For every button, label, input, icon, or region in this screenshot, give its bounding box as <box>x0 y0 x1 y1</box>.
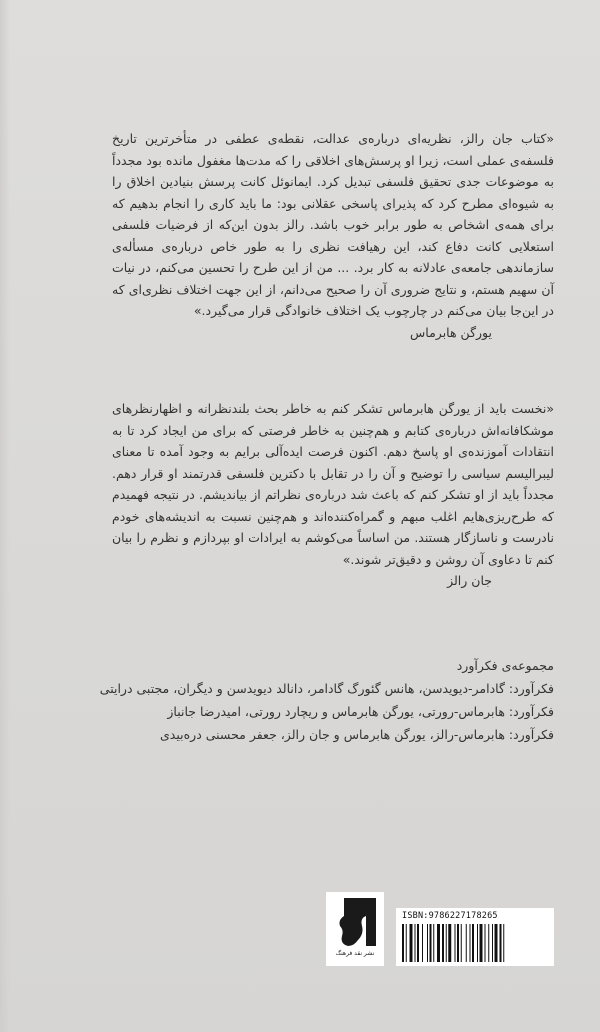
series-item-2: فکرآورد: هابرماس-رورتی، یورگن هابرماس و ریچارد رورتی، امیدرضا جانباز <box>167 704 554 719</box>
habermas-quote-author: یورگن هابرماس <box>410 324 492 340</box>
habermas-quote-text: «کتاب جان رالز، نظریه‌ای درباره‌ی عدالت، نقطه‌ی عطفی در متأخرترین تاریخ فلسفه‌ی عملی است، زیرا او پرسش‌های اخلاقی را که مدت‌ها مغفول مانده بود مجدداً به موضوعات جدی تحقیق فلسفی تبدیل کرد. ایمانوئل کانت پرسش بنیادین اخلاق را به شیوه‌ای مطرح کرد که پذیرای پاسخی عقلانی بود: ما باید کاری را انجام بدهیم که برای همه‌ی اشخاص به طور برابر خوب باشد. رالز بدون این‌که از فرضیات فلسفی استعلایی کانت دفاع کند، این رهیافت نظری را به طور خاص درباره‌ی مسأله‌ی سازماندهی جامعه‌ی عادلانه به کار برد. ... من از این طرح را تحسین می‌کنم، در نیات آن سهیم هستم، و نتایج ضروری آن را صحیح می‌دانم، از این جهت اختلاف نظری‌ای که در این‌جا بیان می‌کنم در چارچوب یک اختلاف خانوادگی قرار می‌گیرد.» <box>112 131 554 318</box>
barcode-bars <box>402 924 548 962</box>
series-item-3: فکرآورد: هابرماس-رالز، یورگن هابرماس و جان رالز، جعفر محسنی دره‌بیدی <box>160 727 554 742</box>
barcode <box>396 908 554 966</box>
isbn-label: ISBN:9786227178265 <box>402 911 498 921</box>
rawls-quote-text: «نخست باید از یورگن هابرماس تشکر کنم به خاطر بحث بلندنظرانه و اظهارنظرهای موشکافانه‌اش درباره‌ی کتابم و هم‌چنین به خاطر فرصتی که برای من ایجاد کرد تا به انتقادات آموزنده‌ی او پاسخ دهم. اکنون فرصت ایده‌آلی برایم به وجود آمده تا معنای لیبرالیسم سیاسی را توضیح و آن را در تقابل با دکترین فلسفی قدرتمند او قرار دهم. مجدداً باید از او تشکر کنم که باعث شد درباره‌ی نظراتم از بیاندیشم. در نتیجه فهمیدم که طرح‌ریزی‌هایم اغلب مبهم و گمراه‌کننده‌اند و هم‌چنین نسبت به اندیشه‌های خودم نادرست و ناسازگار هستند. من اساساً می‌کوشم به ایرادات او بپردازم و نظرم را بیان کنم تا دعاوی آن روشن و دقیق‌تر شوند.» <box>112 401 554 567</box>
habermas-quote <box>112 128 554 344</box>
publisher-logo-text: نشر نقد‌ فرهنگ <box>335 950 375 957</box>
publisher-logo-icon <box>330 896 380 948</box>
rawls-quote-author: جان رالز <box>447 573 492 588</box>
series-item-1: فکرآورد: گادامر-دیویدسن، هانس گئورگ گادامر، دانالد دیویدسن و دیگران، مجتبی درایتی <box>100 681 554 696</box>
rawls-quote <box>112 398 554 592</box>
publisher-logo <box>326 892 384 966</box>
series-list <box>100 654 554 746</box>
series-title: مجموعه‌ی فکرآورد <box>456 658 554 673</box>
